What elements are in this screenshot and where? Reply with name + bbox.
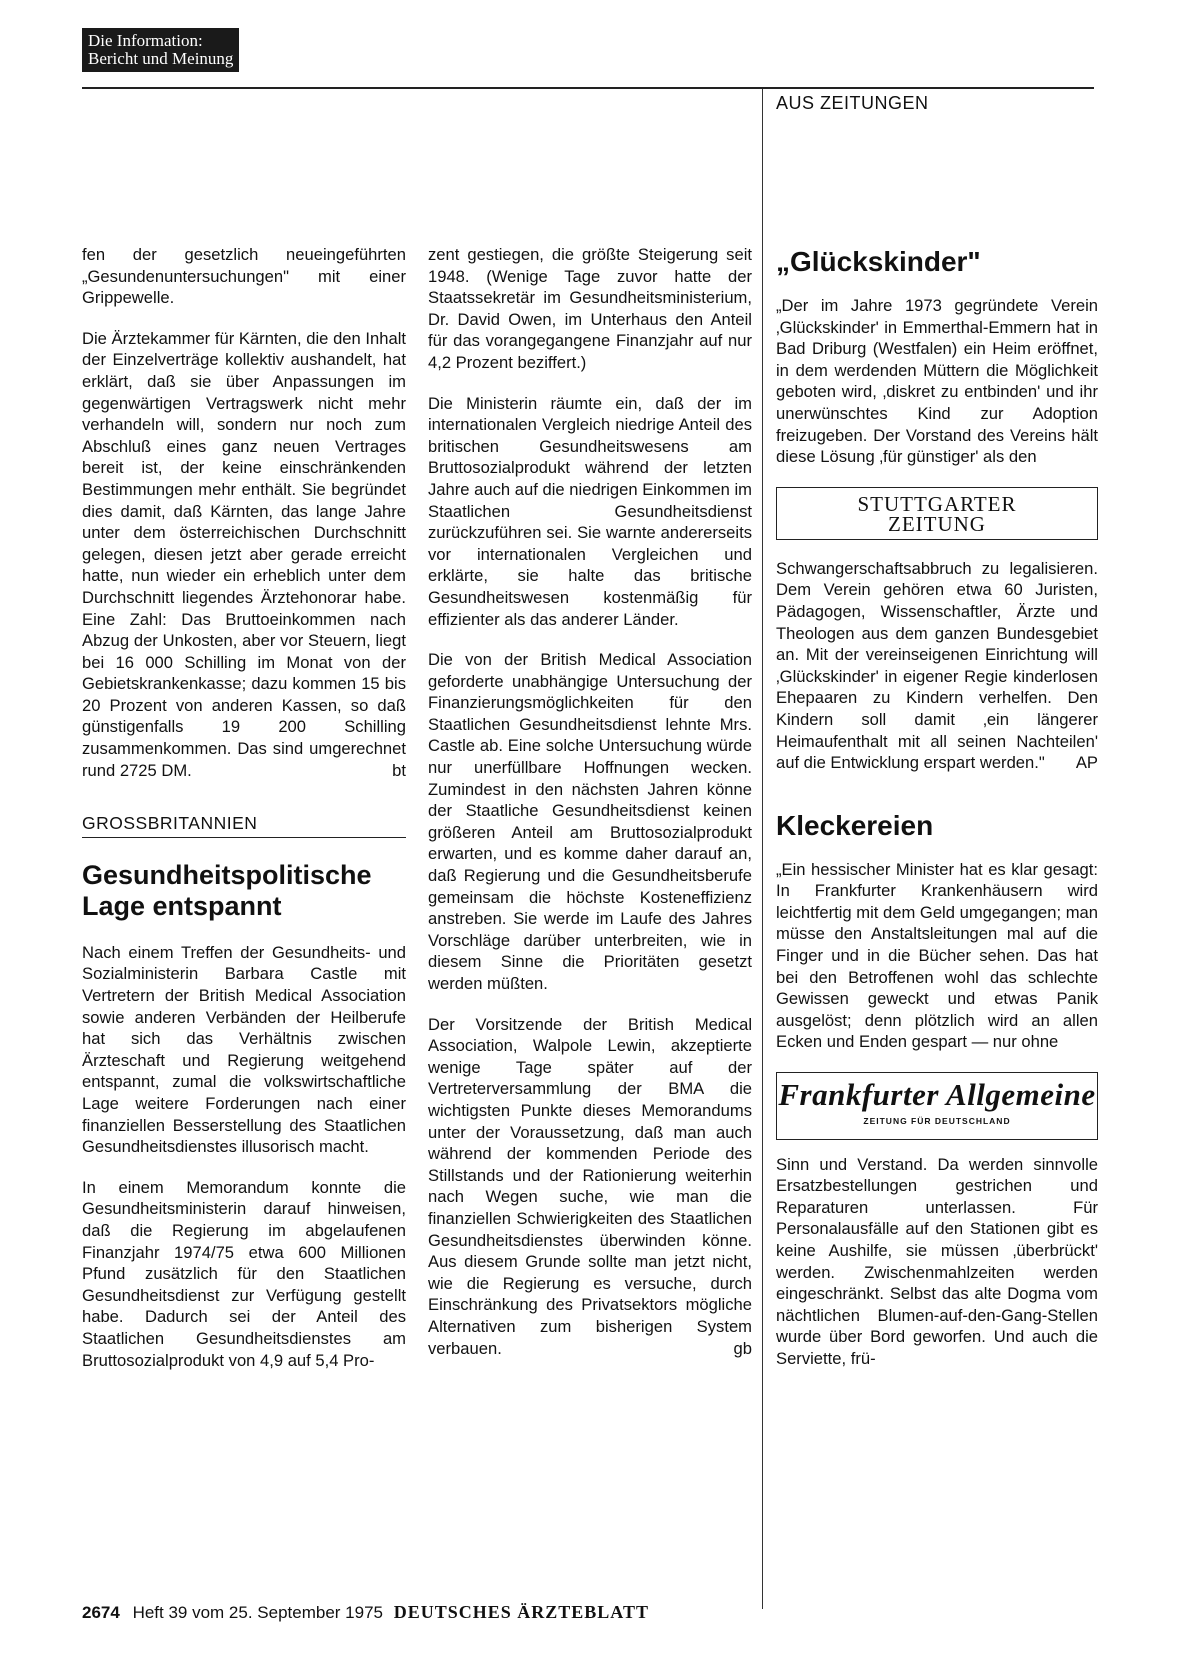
author-signature: gb (733, 1338, 752, 1358)
paragraph: Die von der British Medical Association geforderte unabhängige Untersuchung der Finanzierungsmöglichkeiten für den Staatlichen Gesundheitsdienst lehnte Mrs. Castle ab. Eine solche Untersuchung würde nur unerfüllbare Hoffnungen wecken. Zumindest in den nächsten Jahren könne der Staatliche Gesundheitsdienst keinen größeren Anteil am Bruttosozialprodukt erwarten, und es komme daher darauf an, daß Regierung und die Gesundheitsberufe gemeinsam die höchste Kosteneffizienz anstreben. Sie werde im Laufe des Jahres Vorschläge darüber unterbreiten, wie in diesem Sinne die Prioritäten gesetzt werden müßten. (428, 650, 752, 993)
author-signature: AP (1075, 753, 1098, 773)
paragraph: „Der im Jahre 1973 gegründete Verein ‚Glückskinder' in Emmerthal-Emmern hat in Bad Driburg (Westfalen) ein Heim eröffnet, in dem werdenden Müttern die Möglichkeit geboten wird, ‚diskret zu entbinden' und ihr unerwünschtes Kind zur Adoption freizugeben. Der Vorstand des Vereins hält diese Lösung ‚für günstiger' als den (776, 296, 1098, 467)
column-2 (428, 244, 752, 1378)
issue-info: Heft 39 vom 25. September 1975 (132, 1603, 383, 1622)
section-label: AUS ZEITUNGEN (776, 93, 929, 113)
newspaper-logo-frankfurter-allgemeine (776, 1072, 1098, 1140)
article-headline: „Glückskinder" (776, 246, 981, 277)
paragraph: zent gestiegen, die größte Steigerung seit 1948. (Wenige Tage zuvor hatte der Staatssekretär im Gesundheitsministerium, Dr. David Owen, im Unterhaus den Anteil für das vorangegangene Finanzjahr auf nur 4,2 Prozent beziffert.) (428, 245, 752, 372)
logo-line: STUTTGARTER (857, 491, 1017, 516)
paragraph: Sinn und Verstand. Da werden sinnvolle Ersatzbestellungen gestrichen und Reparaturen unterlassen. Für Personalausfälle auf den Stationen gibt es keine Aushilfe, sie müssen ‚überbrückt' werden. Zwischenmahlzeiten werden eingeschränkt. Selbst das alte Dogma vom nächtlichen Blumen-auf-den-Gang-Stellen wurde über Bord geworfen. Und auch die Serviette, frü- (776, 1154, 1098, 1368)
logo-line: ZEITUNG (888, 511, 986, 536)
column-divider (762, 89, 763, 1609)
page-number: 2674 (82, 1603, 120, 1622)
article-headline: Gesundheitspolitische Lage entspannt (82, 859, 372, 921)
paragraph: In einem Memorandum konnte die Gesundheitsministerin darauf hinweisen, daß die Regierung im abgelaufenen Finanzjahr 1974/75 etwa 600 Millionen Pfund zusätzlich für den Staatlichen Gesundheitsdienst zur Verfügung gestellt habe. Dadurch sei der Anteil des Staatlichen Gesundheitsdienstes am Bruttosozialprodukt von 4,9 auf 5,4 Pro- (82, 1177, 406, 1370)
column-1 (82, 244, 406, 1390)
header-line-2: Bericht und Meinung (88, 49, 234, 68)
paragraph: Nach einem Treffen der Gesundheits- und Sozialministerin Barbara Castle mit Vertretern der British Medical Association sowie anderen Verbänden der Heilberufe hat sich das Verhältnis zwischen Ärzteschaft und Regierung weitgehend entspannt, zumal die volkswirtschaftliche Lage weitere Forderungen nach einer finanziellen Besserstellung des Staatlichen Gesundheitsdienstes illusorisch macht. (82, 942, 406, 1157)
top-rule (82, 87, 1094, 89)
paragraph: Die Ministerin räumte ein, daß der im internationalen Vergleich niedrige Anteil des britischen Gesundheitswesens am Bruttosozialprodukt während der letzten Jahre auch auf die niedrigen Einkommen im Staatlichen Gesundheitsdienst zurückzuführen sei. Sie warnte andererseits vor internationalen Vergleichen und erklärte, sie halte das britische Gesundheitswesen kostenmäßig für effizienter als das anderer Länder. (428, 393, 752, 629)
page-footer (82, 1602, 649, 1623)
paragraph-text: Schwangerschaftsabbruch zu legalisieren. Dem Verein gehören etwa 60 Juristen, Pädagogen, Wissenschaftler, Ärzte und Theologen aus dem ganzen Bundesgebiet an. Mit der vereinseigenen Einrichtung will ‚Glückskinder' in eigener Regie kinderlosen Ehepaaren zu Kindern verhelfen. Den Kindern soll damit ‚ein längerer Heimaufenthalt mit all seinen Nachteilen' auf die Entwicklung erspart werden." (776, 558, 1098, 773)
article-kicker: GROSSBRITANNIEN (82, 813, 406, 838)
newspaper-logo-stuttgarter-zeitung (776, 487, 1098, 540)
paragraph (82, 328, 406, 781)
header-line-1: Die Information: (88, 31, 203, 50)
column-3 (776, 244, 1098, 1389)
magazine-title: DEUTSCHES ÄRZTEBLATT (393, 1602, 649, 1622)
paragraph: fen der gesetzlich neueingeführten „Gesundenuntersuchungen" mit einer Grippewelle. (82, 245, 406, 308)
section-header-box (82, 28, 239, 72)
logo-title: Frankfurter Allgemeine (778, 1077, 1096, 1113)
paragraph-text: Die Ärztekammer für Kärnten, die den Inhalt der Einzelverträge kollektiv aushandelt, hat erklärt, daß sie über Anpassungen im gegenwärtigen Vertragswerk nicht mehr verhandeln will, sondern nur noch zum Abschluß eines ganz neuen Vertrages bereit ist, der keine einschränkenden Bestimmungen mehr enthält. Sie begründet dies damit, daß Kärnten, das lange Jahre unter dem österreichischen Durchschnitt gelegen, diesen jetzt aber gerade erreicht hatte, nun wieder ein erheblich unter dem Durchschnitt liegendes Ärztehonorar habe. Eine Zahl: Das Bruttoeinkommen nach Abzug der Unkosten, aber vor Steuern, liegt bei 16 000 Schilling im Monat von der Gebietskrankenkasse; dazu kommen 15 bis 20 Prozent von anderen Kassen, so daß günstigenfalls 19 200 Schilling zusammenkommen. Das sind umgerechnet rund 2725 DM. (82, 328, 406, 780)
paragraph-text: Der Vorsitzende der British Medical Association, Walpole Lewin, akzeptierte wenige Tage später auf der Vertreterversammlung der BMA die wichtigsten Punkte dieses Memorandums unter der Voraussetzung, daß man auch während der kommenden Periode des Stillstands und der Rationierung weiterhin nach Wegen suche, wie man die finanziellen Schwierigkeiten des Staatlichen Gesundheitsdienstes überwinden könne. Aus diesem Grunde sollte man jetzt nicht, wie die Regierung es versuche, durch Einschränkung des Privatsektors mögliche Alternativen zum bisherigen System verbauen. (428, 1014, 752, 1358)
paragraph: „Ein hessischer Minister hat es klar gesagt: In Frankfurter Krankenhäusern wird leichtfertig mit dem Geld umgegangen; man müsse den Anstaltsleitungen mal auf die Finger und in die Bücher sehen. Das hat bei den Betroffenen wohl das schlechte Gewissen geweckt und etwas Panik ausgelöst; denn plötzlich wird an allen Ecken und Enden gespart — nur ohne (776, 859, 1098, 1052)
paragraph (776, 558, 1098, 774)
article-headline: Kleckereien (776, 809, 934, 841)
paragraph (428, 1014, 752, 1360)
author-signature: bt (392, 760, 406, 780)
logo-subtitle: ZEITUNG FÜR DEUTSCHLAND (863, 1116, 1011, 1127)
